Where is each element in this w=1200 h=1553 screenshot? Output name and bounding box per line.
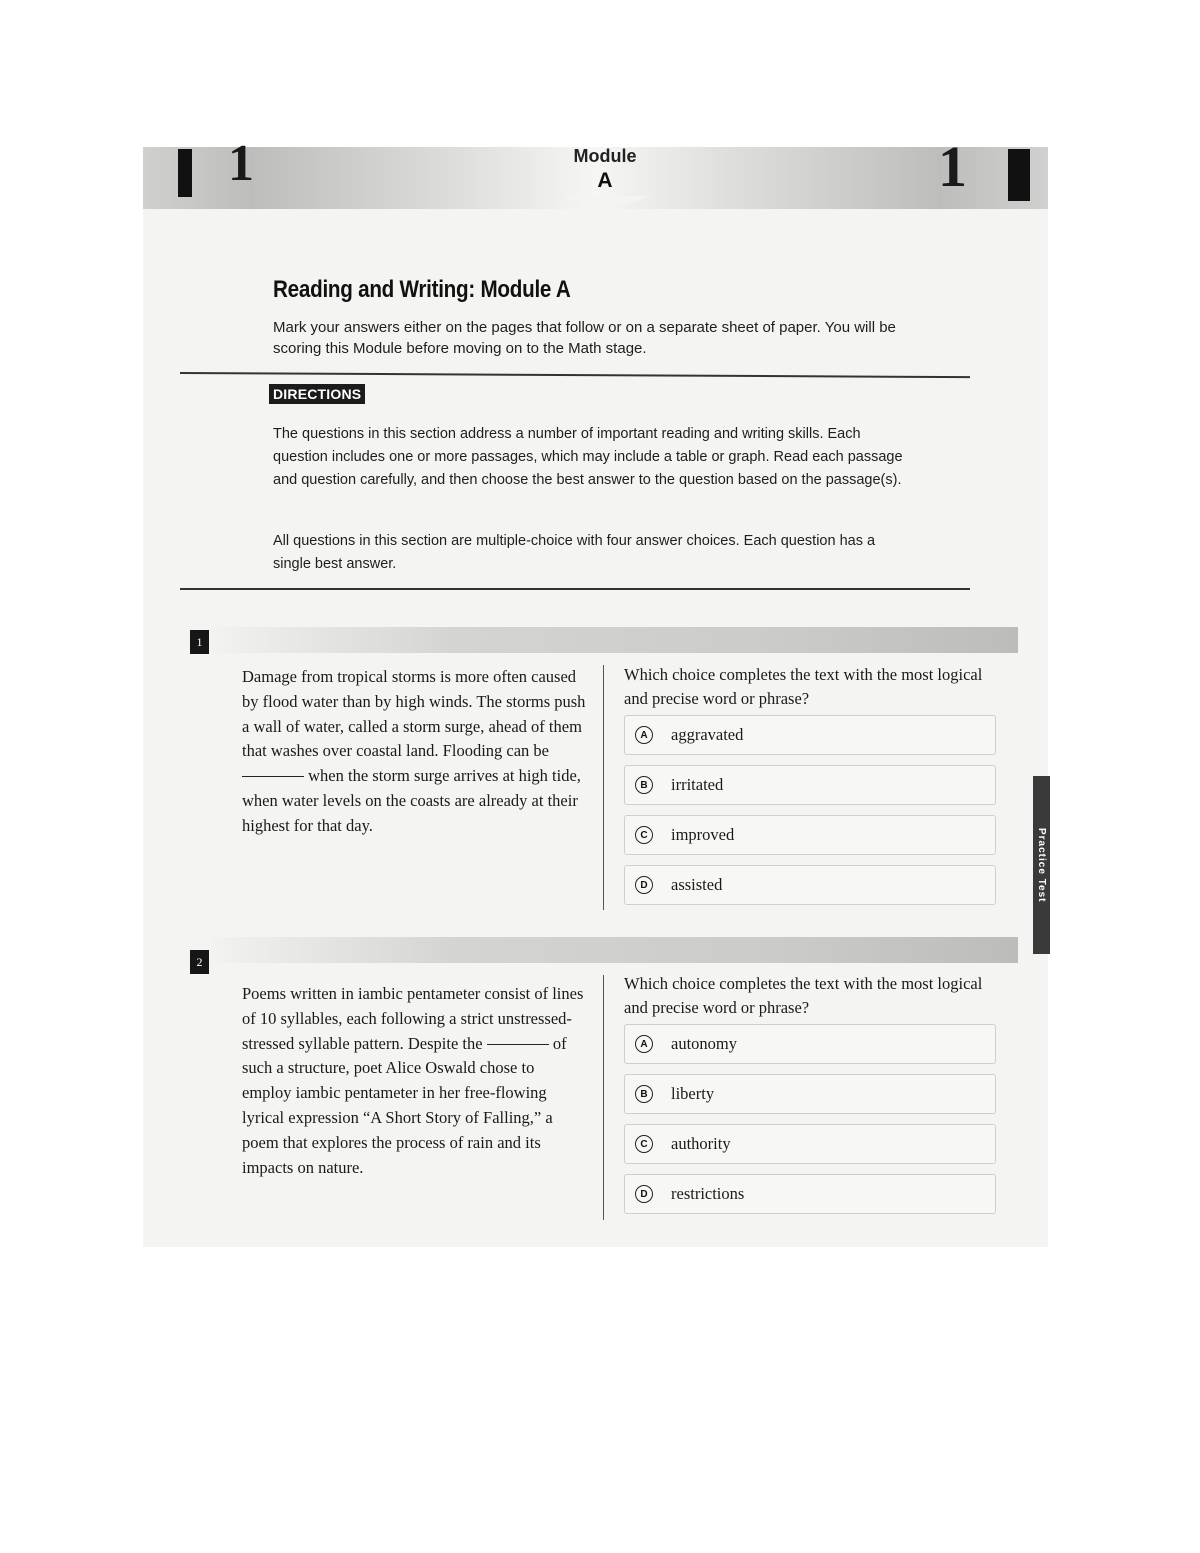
module-label: Module <box>573 146 637 166</box>
side-tab-label: Practice Test <box>1036 827 1047 903</box>
choice-letter-d-icon: D <box>635 1185 653 1203</box>
directions-badge: DIRECTIONS <box>269 384 365 404</box>
choice-letter-b-icon: B <box>635 1085 653 1103</box>
choice-text: irritated <box>671 775 724 794</box>
choice-b[interactable] <box>624 1074 996 1114</box>
choice-letter-b-icon: B <box>635 776 653 794</box>
passage-text-before: Damage from tropical storms is more often caused by flood water than by high winds. The storms push a wall of water, called a storm surge, ahead of them that washes over coastal land. Flooding can be <box>242 667 586 761</box>
choice-a[interactable] <box>624 1024 996 1064</box>
choice-text: aggravated <box>671 725 744 744</box>
question-1-prompt: Which choice completes the text with the most logical and precise word or phrase? <box>624 665 983 708</box>
choice-text: autonomy <box>671 1034 737 1053</box>
choice-c[interactable] <box>624 1124 996 1164</box>
question-2-prompt: Which choice completes the text with the most logical and precise word or phrase? <box>624 974 983 1017</box>
column-divider <box>603 665 604 910</box>
directions-paragraph-1: The questions in this section address a number of important reading and writing skills. Each question includes one or more passages, which may include a table or graph. Read each passage and question carefully, and then choose the best answer to the question based on the passage(s). <box>273 426 903 488</box>
choice-a[interactable] <box>624 715 996 755</box>
question-number-badge: 2 <box>190 950 209 974</box>
choice-letter-c-icon: C <box>635 826 653 844</box>
question-2-band <box>212 937 1018 963</box>
divider-rule <box>180 588 970 590</box>
question-2-passage <box>242 982 587 1180</box>
choice-b[interactable] <box>624 765 996 805</box>
directions-paragraph-2: All questions in this section are multiple-choice with four answer choices. Each question has a single best answer. <box>273 533 876 572</box>
passage-text-before: Poems written in iambic pentameter consist of lines of 10 syllables, each following a strict unstressed-stressed syllable pattern. Despite the <box>242 984 584 1053</box>
intro-text: Mark your answers either on the pages that follow or on a separate sheet of paper. You will be scoring this Module before moving on to the Math stage. <box>273 319 896 357</box>
answer-blank <box>242 776 304 777</box>
passage-text-after: when the storm surge arrives at high tide, when water levels on the coasts are already at their highest for that day. <box>242 766 581 835</box>
choice-d[interactable] <box>624 865 996 905</box>
choice-text: authority <box>671 1134 731 1153</box>
choice-text: improved <box>671 825 735 844</box>
header-right-bar <box>1008 149 1030 201</box>
choice-text: liberty <box>671 1084 715 1103</box>
header-notch <box>560 196 652 210</box>
choice-letter-d-icon: D <box>635 876 653 894</box>
choice-letter-c-icon: C <box>635 1135 653 1153</box>
question-1-passage <box>242 665 587 839</box>
question-number-badge: 1 <box>190 630 209 654</box>
section-number-left: 1 <box>228 135 254 192</box>
answer-blank <box>487 1044 549 1045</box>
choice-c[interactable] <box>624 815 996 855</box>
choice-letter-a-icon: A <box>635 726 653 744</box>
choice-text: restrictions <box>671 1184 745 1203</box>
column-divider <box>603 975 604 1220</box>
header-left-bar <box>178 149 192 197</box>
question-1-band <box>212 627 1018 653</box>
choice-text: assisted <box>671 875 723 894</box>
page-title: Reading and Writing: Module A <box>273 276 571 303</box>
module-letter: A <box>597 169 613 192</box>
choice-letter-a-icon: A <box>635 1035 653 1053</box>
section-number-right: 1 <box>938 134 967 199</box>
passage-text-after: of such a structure, poet Alice Oswald chose to employ iambic pentameter in her free-flowing lyrical expression “A Short Story of Falling,” a poem that explores the process of rain and its impacts on nature. <box>242 1033 567 1177</box>
choice-d[interactable] <box>624 1174 996 1214</box>
